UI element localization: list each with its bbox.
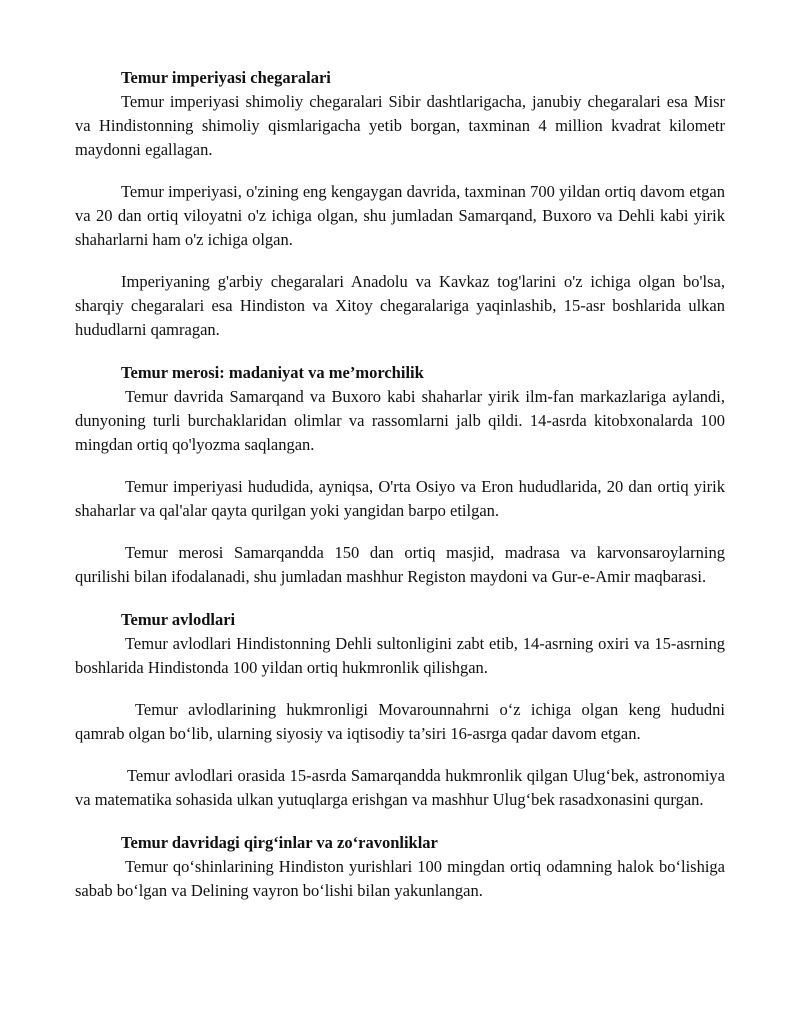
section-heading: Temur davridagi qirg‘inlar va zo‘ravonliklar xyxy=(121,833,438,852)
paragraph: Temur avlodlari Hindistonning Dehli sultonligini zabt etib, 14-asrning oxiri va 15-asrning boshlarida Hindistonda 100 yildan ortiq hukmronlik qilishgan. xyxy=(75,634,725,677)
section-heading: Temur imperiyasi chegaralari xyxy=(121,68,331,87)
section-legacy xyxy=(75,361,725,589)
paragraph: Temur merosi Samarqandda 150 dan ortiq masjid, madrasa va karvonsaroylarning qurilishi bilan ifodalanadi, shu jumladan mashhur Registon maydoni va Gur-e-Amir maqbarasi. xyxy=(75,543,725,586)
paragraph: Temur imperiyasi hududida, ayniqsa, O'rta Osiyo va Eron hududlarida, 20 dan ortiq yirik shaharlar va qal'alar qayta qurilgan yoki yangidan barpo etilgan. xyxy=(75,477,725,520)
section-borders xyxy=(75,66,725,342)
paragraph: Temur imperiyasi, o'zining eng kengaygan davrida, taxminan 700 yildan ortiq davom etgan va 20 dan ortiq viloyatni o'z ichiga olgan, shu jumladan Samarqand, Buxoro va Dehli kabi yirik shaharlarni ham o'z ichiga olgan. xyxy=(75,182,725,249)
paragraph: Temur imperiyasi shimoliy chegaralari Sibir dashtlarigacha, janubiy chegaralari esa Misr va Hindistonning shimoliy qismlarigacha yetib borgan, taxminan 4 million kvadrat kilometr maydonni egallagan. xyxy=(75,92,725,159)
section-heading: Temur avlodlari xyxy=(121,610,236,629)
section-heading: Temur merosi: madaniyat va me’morchilik xyxy=(121,363,424,382)
paragraph: Imperiyaning g'arbiy chegaralari Anadolu va Kavkaz tog'larini o'z ichiga olgan bo'lsa, sharqiy chegaralari esa Hindiston va Xitoy chegaralariga yaqinlashib, 15-asr boshlarida ulkan hududlarni qamragan. xyxy=(75,272,725,339)
paragraph: Temur avlodlari orasida 15-asrda Samarqandda hukmronlik qilgan Ulug‘bek, astronomiya va matematika sohasida ulkan yutuqlarga erishgan va mashhur Ulug‘bek rasadxonasini qurgan. xyxy=(75,766,725,809)
paragraph: Temur avlodlarining hukmronligi Movarounnahrni o‘z ichiga olgan keng hududni qamrab olgan bo‘lib, ularning siyosiy va iqtisodiy ta’siri 16-asrga qadar davom etgan. xyxy=(75,700,725,743)
paragraph: Temur qo‘shinlarining Hindiston yurishlari 100 mingdan ortiq odamning halok bo‘lishiga sabab bo‘lgan va Delining vayron bo‘lishi bilan yakunlangan. xyxy=(75,857,725,900)
paragraph: Temur davrida Samarqand va Buxoro kabi shaharlar yirik ilm-fan markazlariga aylandi, dunyoning turli burchaklaridan olimlar va rassomlarni jalb qildi. 14-asrda kitobxonalarda 100 mingdan ortiq qo'lyozma saqlangan. xyxy=(75,387,725,454)
document-body xyxy=(75,66,725,903)
section-descendants xyxy=(75,608,725,812)
section-massacres xyxy=(75,831,725,903)
